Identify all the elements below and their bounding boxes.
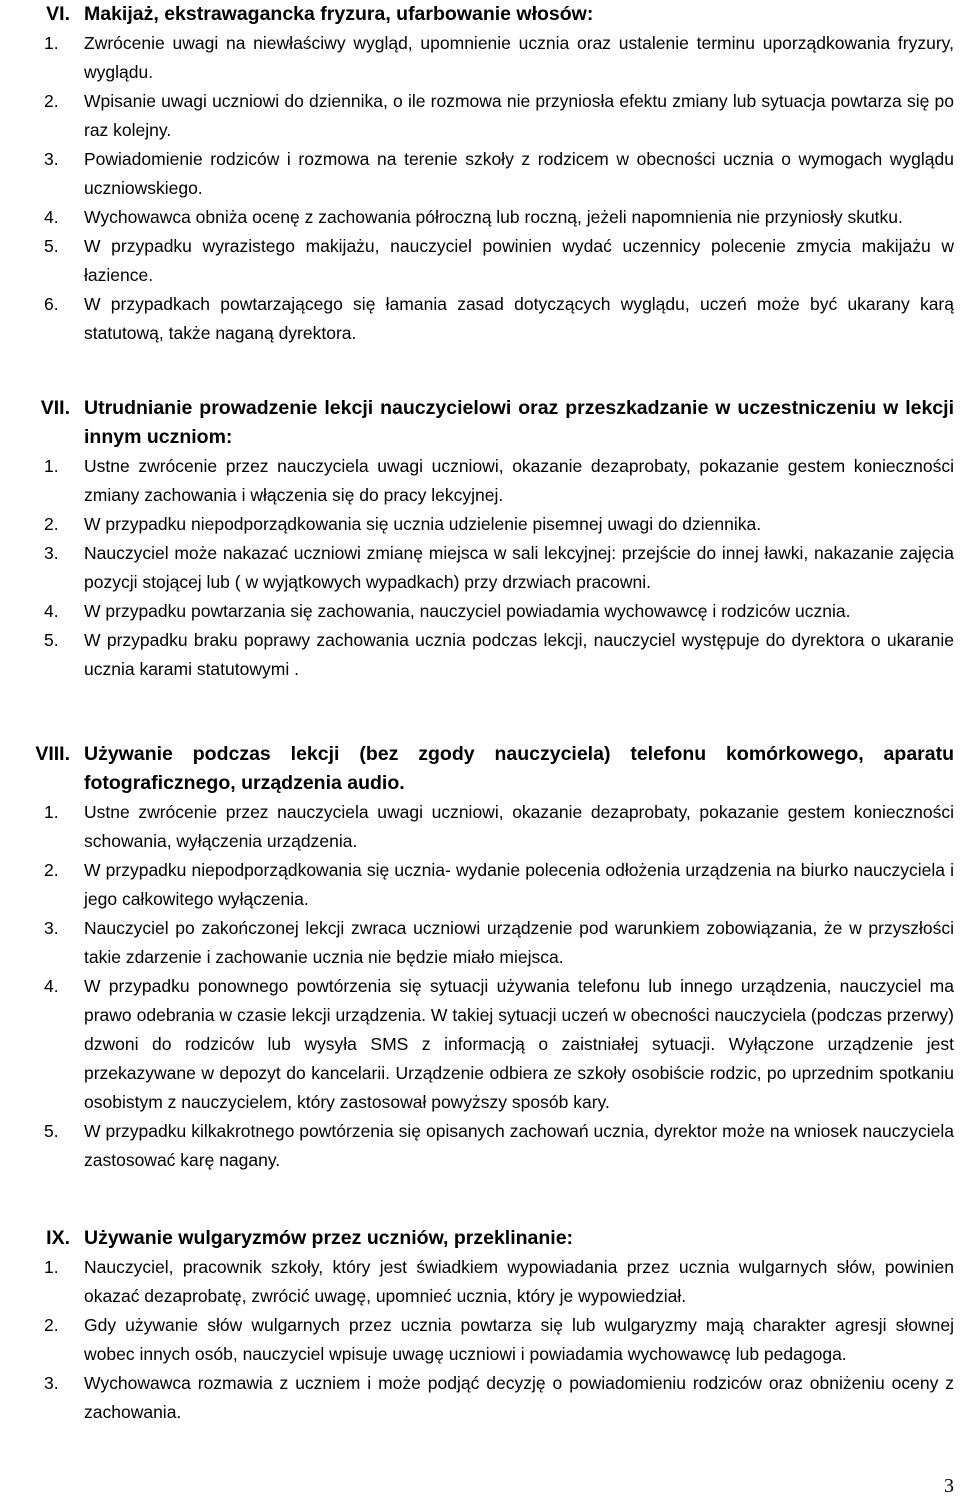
item-number: 1.: [44, 456, 59, 476]
item-text: W przypadku wyrazistego makijażu, nauczyciel powinien wydać uczennicy polecenie zmycia makijażu w łazience.: [84, 236, 954, 285]
list-item: [0, 1369, 960, 1427]
item-number: 2.: [44, 514, 59, 534]
section-heading: [0, 1224, 960, 1253]
list-item: [0, 856, 960, 914]
item-number: 1.: [44, 802, 59, 822]
section-heading: [0, 394, 960, 452]
list-item: [0, 597, 960, 626]
list-item: [0, 232, 960, 290]
section-title: Makijaż, ekstrawagancka fryzura, ufarbowanie włosów:: [84, 3, 594, 25]
list-item: [0, 539, 960, 597]
list-item: [0, 290, 960, 348]
item-number: 1.: [44, 1257, 59, 1277]
list-item: [0, 87, 960, 145]
item-number: 5.: [44, 1121, 59, 1141]
item-number: 6.: [44, 294, 59, 314]
section-title: Utrudnianie prowadzenie lekcji nauczycielowi oraz przeszkadzanie w uczestniczeniu w lekcji innym uczniom:: [84, 397, 954, 448]
item-number: 2.: [44, 1315, 59, 1335]
section-vii: [0, 394, 960, 684]
item-text: Ustne zwrócenie przez nauczyciela uwagi uczniowi, okazanie dezaprobaty, pokazanie gestem konieczności schowania, wyłączenia urządzenia.: [84, 802, 954, 851]
item-text: W przypadku ponownego powtórzenia się sytuacji używania telefonu lub innego urządzenia, nauczyciel ma prawo odebrania w czasie lekcji urządzenia. W takiej sytuacji uczeń w obecności nauczyciela (podczas przerwy) dzwoni do rodziców lub wysyła SMS z informacją o zaistniałej sytuacji. Wyłączone urządzenie jest przekazywane w depozyt do kancelarii. Urządzenie odbiera ze szkoły osobiście rodzic, po uprzednim spotkaniu osobistym z nauczycielem, który zastosował powyższy sposób kary.: [84, 976, 954, 1112]
item-text: W przypadku niepodporządkowania się ucznia udzielenie pisemnej uwagi do dziennika.: [84, 514, 762, 534]
item-number: 4.: [44, 207, 59, 227]
item-number: 3.: [44, 149, 59, 169]
list-item: [0, 1117, 960, 1175]
item-number: 3.: [44, 918, 59, 938]
list-item: [0, 1253, 960, 1311]
section-title: Używanie wulgaryzmów przez uczniów, przeklinanie:: [84, 1227, 574, 1249]
item-number: 2.: [44, 860, 59, 880]
item-text: W przypadku niepodporządkowania się ucznia- wydanie polecenia odłożenia urządzenia na biurko nauczyciela i jego całkowitego wyłączenia.: [84, 860, 954, 909]
list-item: [0, 1311, 960, 1369]
list-item: [0, 972, 960, 1117]
item-list: [0, 1253, 960, 1427]
section-number: VI.: [46, 3, 70, 25]
list-item: [0, 452, 960, 510]
section-ix: [0, 1224, 960, 1427]
item-text: Gdy używanie słów wulgarnych przez ucznia powtarza się lub wulgaryzmy mają charakter agresji słownej wobec innych osób, nauczyciel wpisuje uwagę uczniowi i powiadamia wychowawcę lub pedagoga.: [84, 1315, 954, 1364]
section-number: IX.: [46, 1227, 70, 1249]
list-item: [0, 914, 960, 972]
list-item: [0, 203, 960, 232]
section-vi: [0, 0, 960, 348]
list-item: [0, 510, 960, 539]
item-number: 3.: [44, 543, 59, 563]
list-item: [0, 798, 960, 856]
item-text: W przypadkach powtarzającego się łamania zasad dotyczących wyglądu, uczeń może być ukarany karą statutową, także naganą dyrektora.: [84, 294, 954, 343]
item-number: 3.: [44, 1373, 59, 1393]
item-text: W przypadku braku poprawy zachowania ucznia podczas lekcji, nauczyciel występuje do dyrektora o ukaranie ucznia karami statutowymi .: [84, 630, 954, 679]
item-number: 5.: [44, 630, 59, 650]
section-heading: [0, 0, 960, 29]
item-text: Nauczyciel może nakazać uczniowi zmianę miejsca w sali lekcyjnej: przejście do innej ławki, nakazanie zajęcia pozycji stojącej lub ( w wyjątkowych wypadkach) przy drzwiach pracowni.: [84, 543, 954, 592]
item-text: Nauczyciel po zakończonej lekcji zwraca uczniowi urządzenie pod warunkiem zobowiązania, że w przyszłości takie zdarzenie i zachowanie ucznia nie będzie miało miejsca.: [84, 918, 954, 967]
page-number: 3: [944, 1475, 954, 1497]
item-number: 4.: [44, 601, 59, 621]
item-list: [0, 29, 960, 348]
item-text: Zwrócenie uwagi na niewłaściwy wygląd, upomnienie ucznia oraz ustalenie terminu uporządkowania fryzury, wyglądu.: [84, 33, 954, 82]
item-text: W przypadku powtarzania się zachowania, nauczyciel powiadamia wychowawcę i rodziców ucznia.: [84, 601, 851, 621]
item-text: Wychowawca rozmawia z uczniem i może podjąć decyzję o powiadomieniu rodziców oraz obniżeniu oceny z zachowania.: [84, 1373, 954, 1422]
item-number: 5.: [44, 236, 59, 256]
list-item: [0, 29, 960, 87]
item-number: 1.: [44, 33, 59, 53]
item-list: [0, 798, 960, 1175]
list-item: [0, 626, 960, 684]
section-heading: [0, 740, 960, 798]
item-text: Wychowawca obniża ocenę z zachowania półroczną lub roczną, jeżeli napomnienia nie przyniosły skutku.: [84, 207, 903, 227]
item-number: 4.: [44, 976, 59, 996]
item-text: Ustne zwrócenie przez nauczyciela uwagi uczniowi, okazanie dezaprobaty, pokazanie gestem konieczności zmiany zachowania i włączenia się do pracy lekcyjnej.: [84, 456, 954, 505]
item-list: [0, 452, 960, 684]
section-number: VIII.: [35, 743, 70, 765]
item-number: 2.: [44, 91, 59, 111]
item-text: Wpisanie uwagi uczniowi do dziennika, o ile rozmowa nie przyniosła efektu zmiany lub sytuacja powtarza się po raz kolejny.: [84, 91, 954, 140]
section-title: Używanie podczas lekcji (bez zgody nauczyciela) telefonu komórkowego, aparatu fotograficznego, urządzenia audio.: [84, 743, 954, 794]
list-item: [0, 145, 960, 203]
section-number: VII.: [40, 397, 70, 419]
item-text: Nauczyciel, pracownik szkoły, który jest świadkiem wypowiadania przez ucznia wulgarnych słów, powinien okazać dezaprobatę, zwrócić uwagę, upomnieć ucznia, który je wypowiedział.: [84, 1257, 954, 1306]
section-viii: [0, 740, 960, 1175]
item-text: W przypadku kilkakrotnego powtórzenia się opisanych zachowań ucznia, dyrektor może na wniosek nauczyciela zastosować karę nagany.: [84, 1121, 954, 1170]
item-text: Powiadomienie rodziców i rozmowa na terenie szkoły z rodzicem w obecności ucznia o wymogach wyglądu uczniowskiego.: [84, 149, 954, 198]
